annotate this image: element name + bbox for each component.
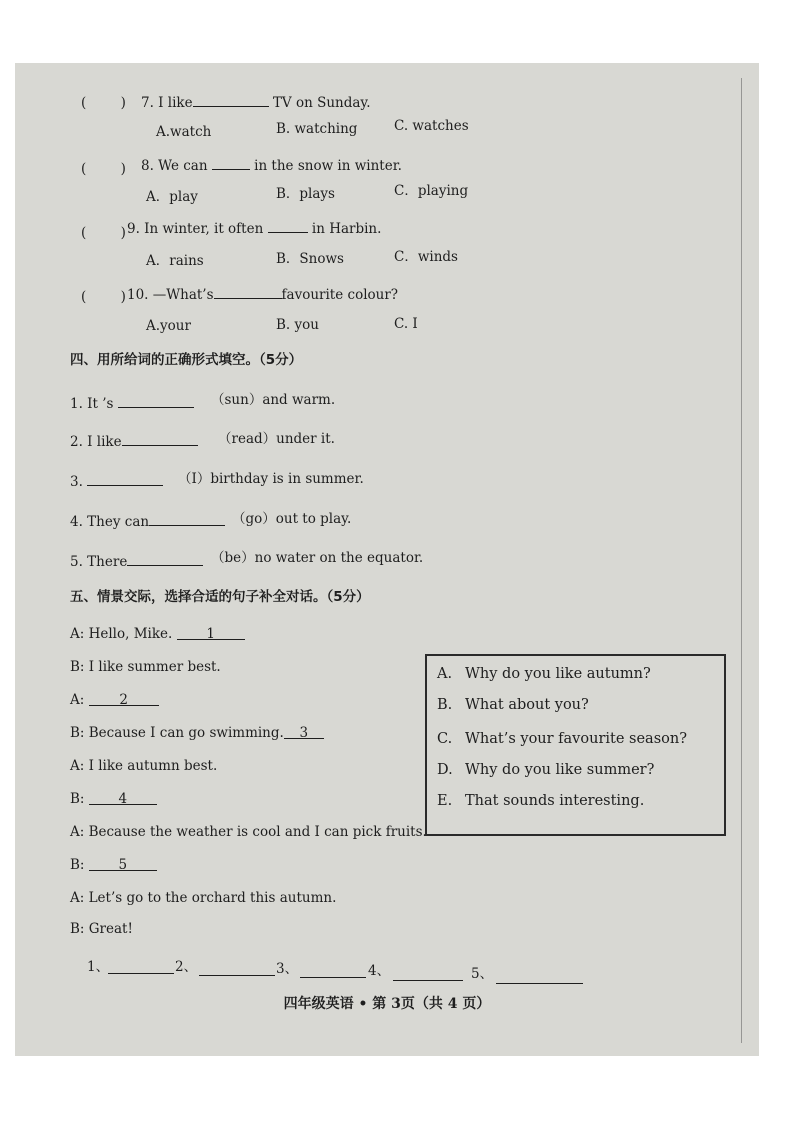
blank[interactable] — [193, 92, 269, 107]
answer-paren: ( ) — [81, 289, 126, 305]
dialog-line: B: Great! — [70, 921, 133, 937]
answer-blank-1[interactable] — [108, 959, 174, 974]
word-hint: （sun）and warm. — [211, 392, 336, 408]
dialog-line: B: 5 — [70, 856, 157, 874]
dialog-blank[interactable]: 2 — [89, 691, 159, 706]
option-b: B. What about you? — [437, 697, 589, 713]
word-hint: （read）under it. — [218, 431, 335, 447]
answer-paren: ( ) — [81, 161, 126, 177]
blank[interactable] — [87, 471, 163, 486]
option: C. watches — [394, 118, 469, 134]
option-e: E. That sounds interesting. — [437, 793, 645, 809]
word-hint: （I）birthday is in summer. — [178, 471, 364, 487]
option: A．rains — [146, 253, 204, 269]
option-d: D. Why do you like summer? — [437, 762, 655, 778]
blank[interactable] — [122, 431, 198, 446]
dialog-line: A: Because the weather is cool and I can pick fruits. — [70, 824, 427, 840]
word-hint: （be）no water on the equator. — [211, 550, 424, 566]
answer-label: 3、 — [276, 961, 299, 977]
question-stem: 10. —What’s favourite colour? — [127, 284, 398, 304]
option: C．playing — [394, 183, 469, 199]
dialog-line: B: Because I can go swimming. 3 — [70, 724, 324, 742]
answer-label: 2、 — [175, 959, 198, 975]
option: B. you — [276, 317, 319, 333]
word-hint: （go）out to play. — [232, 511, 352, 527]
page-footer: 四年级英语 • 第 3页（共 4 页） — [283, 996, 491, 1012]
blank[interactable] — [268, 218, 308, 233]
section-4-title: 四、用所给词的正确形式填空。（5分） — [70, 352, 303, 368]
dialog-blank[interactable]: 5 — [89, 856, 157, 871]
blank[interactable] — [118, 393, 194, 408]
answer-blank-3[interactable] — [300, 963, 366, 978]
section-5-title: 五、情景交际，选择合适的句子补全对话。（5分） — [70, 589, 370, 605]
dialog-line: A: I like autumn best. — [70, 758, 218, 774]
answer-blank-4[interactable] — [393, 966, 463, 981]
option: C．winds — [394, 249, 458, 265]
answer-label: 5、 — [471, 966, 494, 982]
question-stem: 9. In winter, it often in Harbin. — [127, 218, 381, 238]
question-stem: 7. I like TV on Sunday. — [141, 92, 371, 112]
answer-paren: ( ) — [81, 95, 126, 111]
blank[interactable] — [127, 551, 203, 566]
dialog-line: B: I like summer best. — [70, 659, 221, 675]
option: C. I — [394, 316, 418, 332]
exam-page: ( ) 7. I like TV on Sunday. A.watch B. watching C. watches ( ) 8. We can in the snow in winter. A．play B．plays C．playing ( ) 9. In winter, it often in Harbin. A．rains B．Snows C．winds ( ) 10. —What’s favourite colour? A.your B. you C. I 四、用所给词的正确形式填空。（5分） 1. It ’s （sun）and warm. 2. I like （read）under it. 3. （I）birthday is in summer. 4. They can （go）out to play. 5. There （be）no water on the equator. 五、情景交际，选择合适的句子补全对话。（5分） A: Hello, Mike. 1 B: I like summer best. A: 2 B: Because I can go swimming. 3 A: I like autumn best. B: 4 A: Because the weather is cool and I can pick fruits. B: 5 A: Let’s go to the orchard this autumn. B: Great! 1、 2、 3、 4、 5、 四年级英语 • 第 3页（共 4 页） — [15, 63, 759, 1056]
option: A.watch — [156, 124, 212, 140]
answer-label: 4、 — [368, 963, 391, 979]
option-a: A. Why do you like autumn? — [437, 666, 651, 682]
option: B．Snows — [276, 251, 344, 267]
margin-line — [741, 78, 742, 1043]
dialog-line: B: 4 — [70, 790, 157, 808]
option: B．plays — [276, 186, 335, 202]
answer-blank-5[interactable] — [496, 969, 583, 984]
answer-paren: ( ) — [81, 225, 126, 241]
option-c: C. What’s your favourite season? — [437, 731, 687, 747]
answer-label: 1、 — [87, 959, 110, 975]
options-box — [425, 654, 726, 836]
blank[interactable] — [212, 155, 250, 170]
dialog-blank[interactable]: 1 — [177, 625, 245, 640]
question-stem: 8. We can in the snow in winter. — [141, 155, 402, 175]
dialog-line: A: 2 — [70, 691, 159, 709]
dialog-line: A: Hello, Mike. 1 — [70, 625, 245, 643]
dialog-blank[interactable]: 3 — [284, 724, 324, 739]
dialog-blank[interactable]: 4 — [89, 790, 157, 805]
dialog-line: A: Let’s go to the orchard this autumn. — [70, 890, 337, 906]
answer-blank-2[interactable] — [199, 961, 275, 976]
blank[interactable] — [149, 511, 225, 526]
option: A．play — [146, 189, 198, 205]
blank[interactable] — [214, 284, 282, 299]
option: A.your — [146, 318, 191, 334]
option: B. watching — [276, 121, 358, 137]
